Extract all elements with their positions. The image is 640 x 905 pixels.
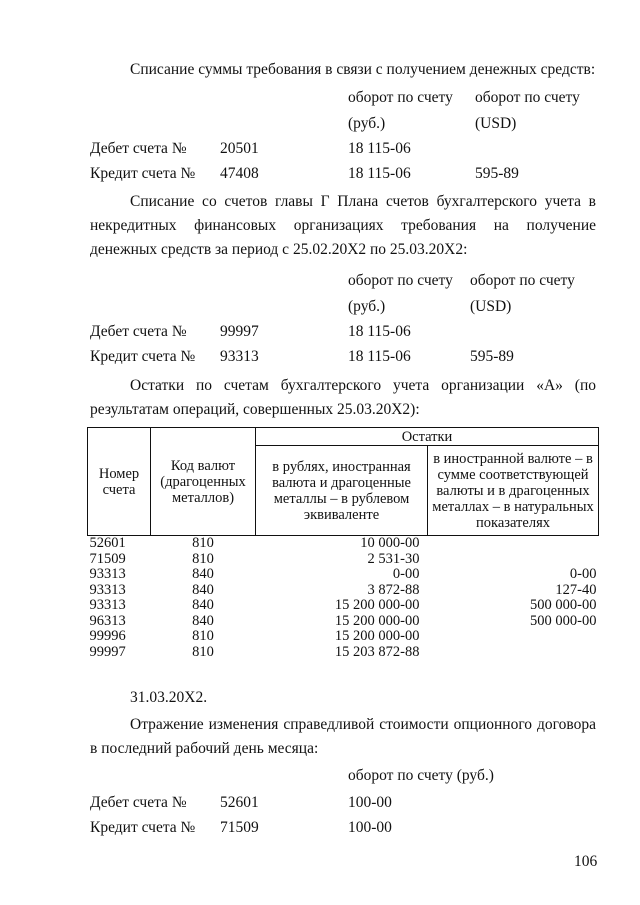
cell-account: 93313 — [89, 581, 126, 598]
cell-code: 810 — [192, 535, 214, 551]
s4-credit-rub: 100-00 — [348, 819, 392, 836]
s2-credit-rub: 18 115-06 — [348, 348, 411, 365]
table-row — [88, 598, 599, 614]
cell-rub: 15 200 000-00 — [334, 628, 420, 644]
s2-debit-label: Дебет счета № — [90, 323, 187, 340]
table-row — [88, 536, 599, 552]
header-currency-code: Код валют (драгоценных металлов) — [151, 428, 256, 536]
cell-rub: 3 872-88 — [367, 581, 420, 598]
s1-col-rub-unit: (руб.) — [348, 115, 386, 132]
s2-credit-label: Кредит счета № — [90, 348, 196, 365]
s4-debit-account: 52601 — [220, 794, 259, 811]
cell-rub: 10 000-00 — [360, 535, 420, 551]
s2-col-rub-header: оборот по счету — [348, 272, 453, 289]
s4-debit-rub: 100-00 — [348, 794, 392, 811]
cell-code: 840 — [192, 581, 214, 598]
section1-heading: Списание суммы требования в связи с получением денежных средств: — [130, 61, 596, 78]
s1-debit-account: 20501 — [220, 140, 259, 157]
s4-col-rub-header: оборот по счету (руб.) — [348, 767, 494, 784]
cell-account: 99996 — [89, 628, 126, 644]
table-row — [88, 567, 599, 583]
cell-fx — [428, 629, 599, 645]
s1-debit-label: Дебет счета № — [90, 140, 187, 157]
s1-credit-label: Кредит счета № — [90, 165, 196, 182]
s4-debit-label: Дебет счета № — [90, 794, 187, 811]
cell-rub: 2 531-30 — [367, 550, 420, 567]
cell-account: 93313 — [89, 566, 126, 582]
cell-fx — [428, 552, 599, 568]
cell-code: 840 — [192, 612, 214, 629]
cell-code: 840 — [192, 597, 214, 613]
cell-fx: 0-00 — [569, 566, 597, 582]
section2-text: Списание со счетов главы Г Плана счетов бухгалтерского учета в некредитных финансовых организациях требования на получение денежных средств за период с 25.02.20Х2 по 25.03.20Х2: — [90, 193, 596, 258]
cell-fx — [428, 536, 599, 552]
cell-fx — [428, 645, 599, 661]
s1-credit-usd: 595-89 — [475, 165, 519, 182]
s2-debit-rub: 18 115-06 — [348, 323, 411, 340]
cell-code: 810 — [192, 550, 214, 567]
s2-col-rub-unit: (руб.) — [348, 298, 386, 315]
cell-rub: 15 200 000-00 — [334, 597, 420, 613]
section3-text: Остатки по счетам бухгалтерского учета организации «А» (по результатам операций, совершенных 25.03.20Х2): — [90, 377, 596, 418]
cell-rub: 15 203 872-88 — [334, 643, 420, 660]
section4-paragraph — [90, 713, 596, 761]
s1-col-usd-header: оборот по счету — [475, 89, 580, 106]
s1-col-usd-unit: (USD) — [475, 115, 517, 132]
cell-fx: 500 000-00 — [530, 597, 597, 613]
header-balances: Остатки — [256, 428, 599, 446]
table-row — [88, 629, 599, 645]
cell-fx: 127-40 — [555, 581, 597, 598]
s2-debit-account: 99997 — [220, 323, 259, 340]
balances-table — [87, 427, 599, 660]
cell-code: 840 — [192, 566, 214, 582]
table-row — [88, 552, 599, 568]
table-row — [88, 614, 599, 630]
cell-account: 96313 — [89, 612, 126, 629]
table-row — [88, 583, 599, 599]
section4-date: 31.03.20Х2. — [130, 689, 208, 706]
section3-paragraph — [90, 374, 596, 422]
s4-credit-account: 71509 — [220, 819, 259, 836]
cell-account: 52601 — [89, 535, 126, 551]
cell-code: 810 — [192, 643, 214, 660]
s1-credit-account: 47408 — [220, 165, 259, 182]
header-account: Номер счета — [88, 428, 151, 536]
s1-debit-rub: 18 115-06 — [348, 140, 411, 157]
page-number: 106 — [574, 853, 598, 870]
s2-credit-usd: 595-89 — [470, 348, 514, 365]
cell-account: 93313 — [89, 597, 126, 613]
header-balance-rub: в рублях, иностранная валюта и драгоценные металлы – в рублевом эквиваленте — [256, 446, 428, 536]
header-balance-fx: в иностранной валюте – в сумме соответствующей валюты и в драгоценных металлах – в натуральных показателях — [428, 446, 599, 536]
table-row — [88, 645, 599, 661]
cell-account: 71509 — [89, 550, 126, 567]
s4-credit-label: Кредит счета № — [90, 819, 196, 836]
s2-credit-account: 93313 — [220, 348, 259, 365]
s2-col-usd-unit: (USD) — [470, 298, 512, 315]
section2-paragraph — [90, 190, 596, 262]
s2-col-usd-header: оборот по счету — [470, 272, 575, 289]
s1-credit-rub: 18 115-06 — [348, 165, 411, 182]
cell-rub: 15 200 000-00 — [334, 612, 420, 629]
cell-code: 810 — [192, 628, 214, 644]
cell-account: 99997 — [89, 643, 126, 660]
cell-fx: 500 000-00 — [530, 612, 597, 629]
cell-rub: 0-00 — [392, 566, 420, 582]
s1-col-rub-header: оборот по счету — [348, 89, 453, 106]
section4-text: Отражение изменения справедливой стоимости опционного договора в последний рабочий день месяца: — [90, 716, 596, 757]
